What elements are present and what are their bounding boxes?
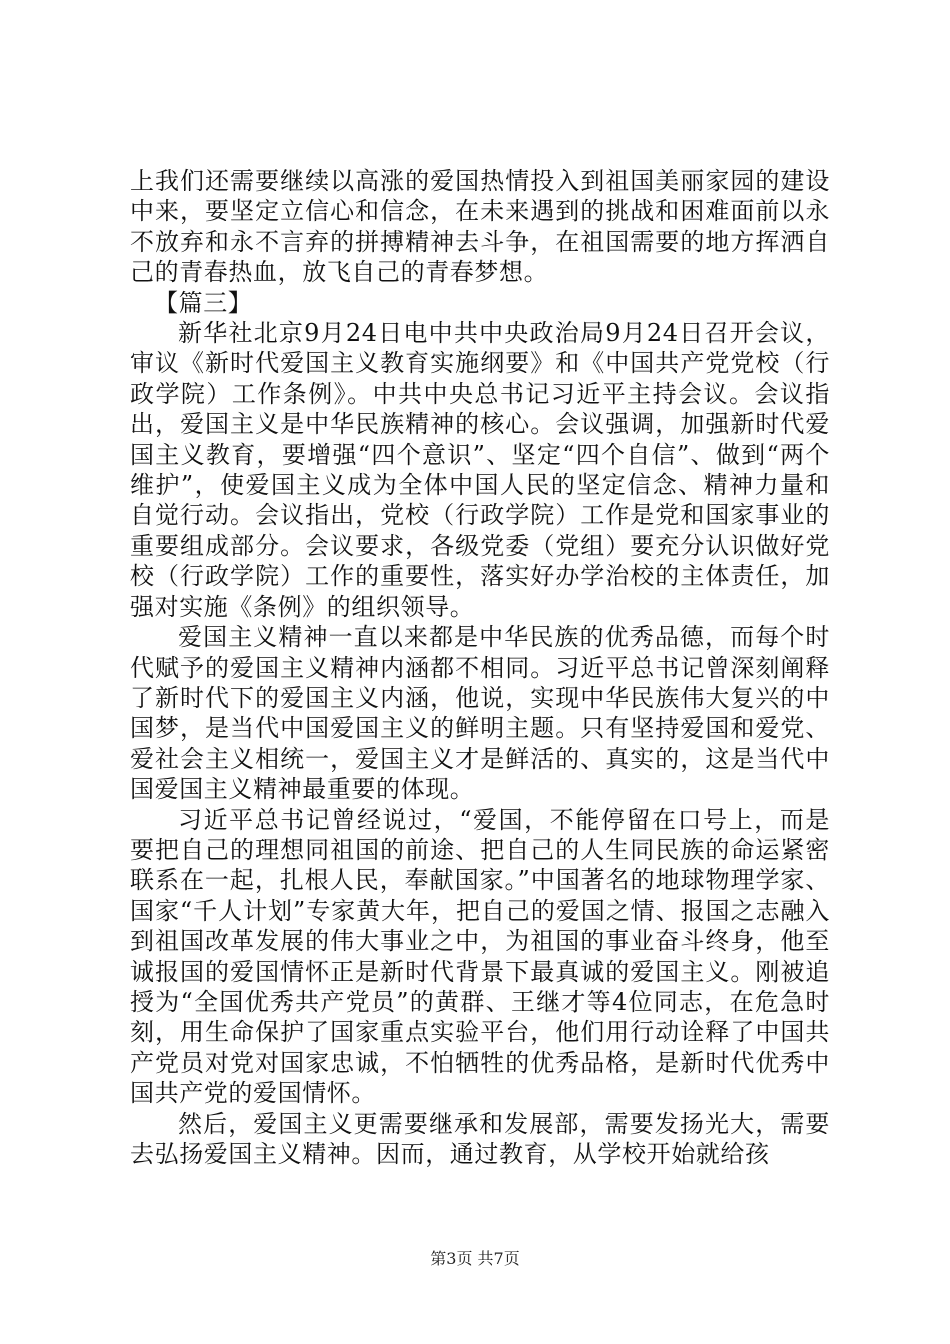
section-heading: 【篇三】	[154, 288, 253, 317]
document-body	[130, 166, 830, 1169]
spirit-paragraph: 爱国主义精神一直以来都是中华民族的优秀品德，而每个时代赋予的爱国主义精神内涵都不相同。习近平总书记曾深刻阐释了新时代下的爱国主义内涵，他说，实现中华民族伟大复兴的中国梦，是当代中国爱国主义的鲜明主题。只有坚持爱国和爱党、爱社会主义相统一，爱国主义才是鲜活的、真实的，这是当代中国爱国主义精神最重要的体现。	[130, 623, 830, 804]
page-number-footer: 第3页 共7页	[430, 1249, 520, 1268]
quote-paragraph: 习近平总书记曾经说过，“爱国，不能停留在口号上，而是要把自己的理想同祖国的前途、把自己的人生同民族的命运紧密联系在一起，扎根人民，奉献国家。”中国著名的地球物理学家、国家“千人计划”专家黄大年，把自己的爱国之情、报国之志融入到祖国改革发展的伟大事业之中，为祖国的事业奋斗终身，他至诚报国的爱国情怀正是新时代背景下最真诚的爱国主义。刚被追授为“全国优秀共产党员”的黄群、王继才等4位同志，在危急时刻，用生命保护了国家重点实验平台，他们用行动诠释了中国共产党员对党对国家忠诚，不怕牺牲的优秀品格，是新时代优秀中国共产党的爱国情怀。	[130, 805, 830, 1108]
news-paragraph: 新华社北京9月24日电中共中央政治局9月24日召开会议，审议《新时代爱国主义教育实施纲要》和《中国共产党党校（行政学院）工作条例》。中共中央总书记习近平主持会议。会议指出，爱国主义是中华民族精神的核心。会议强调，加强新时代爱国主义教育，要增强“四个意识”、坚定“四个自信”、做到“两个维护”，使爱国主义成为全体中国人民的坚定信念、精神力量和自觉行动。会议指出，党校（行政学院）工作是党和国家事业的重要组成部分。会议要求，各级党委（党组）要充分认识做好党校（行政学院）工作的重要性，落实好办学治校的主体责任，加强对实施《条例》的组织领导。	[130, 319, 830, 621]
continuation-paragraph: 上我们还需要继续以高涨的爱国热情投入到祖国美丽家园的建设中来，要坚定立信心和信念，在未来遇到的挑战和困难面前以永不放弃和永不言弃的拼搏精神去斗争，在祖国需要的地方挥洒自己的青春热血，放飞自己的青春梦想。	[130, 167, 830, 287]
closing-paragraph: 然后，爱国主义更需要继承和发展部，需要发扬光大，需要去弘扬爱国主义精神。因而，通过教育，从学校开始就给孩	[130, 1109, 830, 1168]
